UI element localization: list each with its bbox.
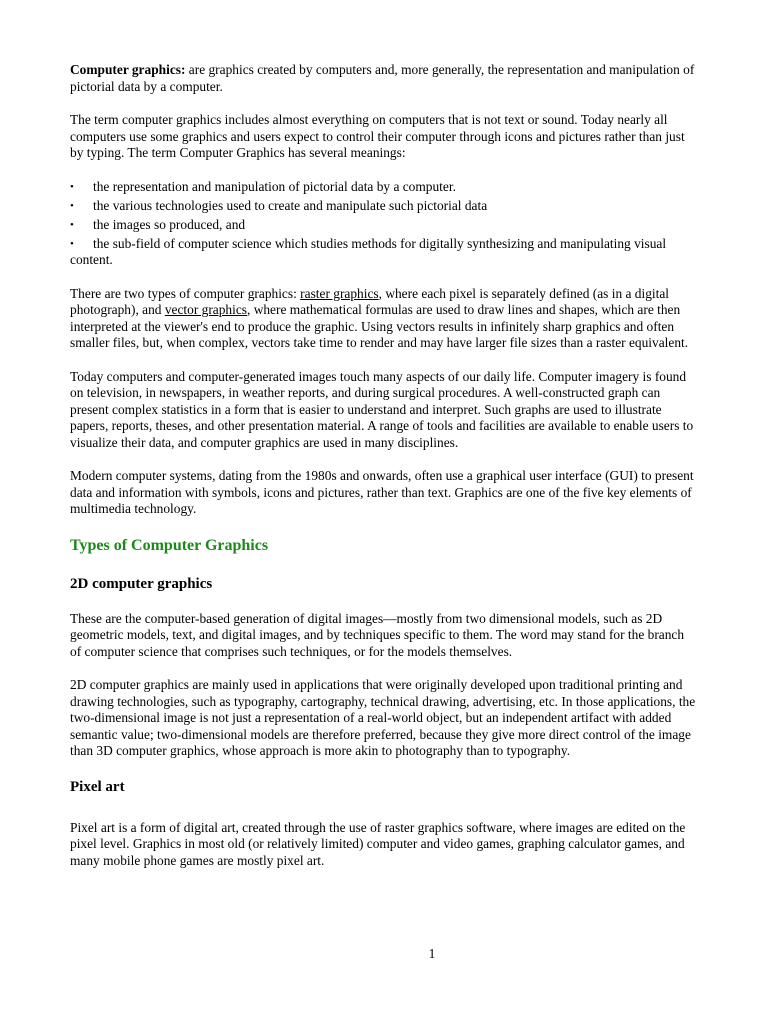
intro-term: Computer graphics:: [70, 62, 186, 77]
page-number: 1: [428, 946, 436, 961]
list-item: • the representation and manipulation of pictorial data by a computer.: [70, 178, 456, 194]
bullet-icon: •: [70, 180, 74, 193]
document-page: [70, 62, 698, 886]
two-d-paragraph-1: These are the computer-based generation of digital images—mostly from two dimensional models, such as 2D geometric models, text, and digital images, and by techniques specific to them. The word may stand for the branch of computer science that comprises such techniques, or for the models themselves.: [70, 610, 685, 659]
today-paragraph: Today computers and computer-generated images touch many aspects of our daily life. Computer imagery is found on television, in newspapers, in weather reports, and during surgical procedures. A well-constructed graph can present complex statistics in a form that is easier to understand and interpret. Such graphs are used to illustrate papers, reports, theses, and other presentation material. A range of tools and facilities are available to enable users to visualize their data, and computer graphics are used in many disciplines.: [70, 368, 694, 450]
list-item: • the images so produced, and: [70, 216, 246, 232]
raster-graphics-link[interactable]: raster graphics: [300, 285, 379, 301]
list-item: • the various technologies used to create and manipulate such pictorial data: [70, 197, 488, 213]
pixel-art-paragraph: Pixel art is a form of digital art, created through the use of raster graphics software, where images are edited on the pixel level. Graphics in most old (or relatively limited) computer and video games, graphing calculator games, and many mobile phone games are mostly pixel art.: [70, 819, 686, 868]
meanings-intro-paragraph: The term computer graphics includes almost everything on computers that is not text or sound. Today nearly all computers use some graphics and users expect to control their computer through icons and pictures rather than just by typing. The term Computer Graphics has several meanings:: [70, 112, 685, 160]
intro-definition: are graphics created by computers and, more generally, the representation and manipulation of pictorial data by a computer.: [70, 62, 695, 94]
bullet-icon: •: [70, 199, 74, 212]
intro-paragraph: [70, 62, 698, 95]
bullet-icon: •: [70, 218, 74, 231]
meanings-list: [70, 179, 698, 269]
section-heading: Types of Computer Graphics: [70, 536, 269, 554]
bullet-icon: •: [70, 237, 74, 250]
vector-graphics-link[interactable]: vector graphics: [164, 302, 247, 317]
pixel-art-heading: Pixel art: [70, 778, 125, 795]
list-item: • the sub-field of computer science which studies methods for digitally synthesizing and manipulating visual content.: [70, 235, 667, 267]
modern-systems-paragraph: Modern computer systems, dating from the 1980s and onwards, often use a graphical user interface (GUI) to present data and information with symbols, icons and pictures, rather than text. Graphics are one of the five key elements of multimedia technology.: [70, 468, 694, 516]
two-d-paragraph-2: 2D computer graphics are mainly used in applications that were originally developed upon traditional printing and drawing technologies, such as typography, cartography, technical drawing, advertising, etc. In those applications, the two-dimensional image is not just a representation of a real-world object, but an independent artifact with added semantic value; two-dimensional models are therefore preferred, because they give more direct control of the image than 3D computer graphics, whose approach is more akin to photography than to typography.: [70, 677, 696, 758]
two-d-heading: 2D computer graphics: [70, 575, 213, 592]
graphics-types-paragraph: There are two types of computer graphics: raster graphics, where each pixel is separately defined (as in a digital photograph), and vector graphics, where mathematical formulas are used to draw lines and shapes, which are then interpreted at the viewer's end to produce the graphic. Using vectors results in infinitely sharp graphics and often smaller files, but, when complex, vectors take time to render and may have larger file sizes than a raster equivalent.: [70, 285, 689, 350]
